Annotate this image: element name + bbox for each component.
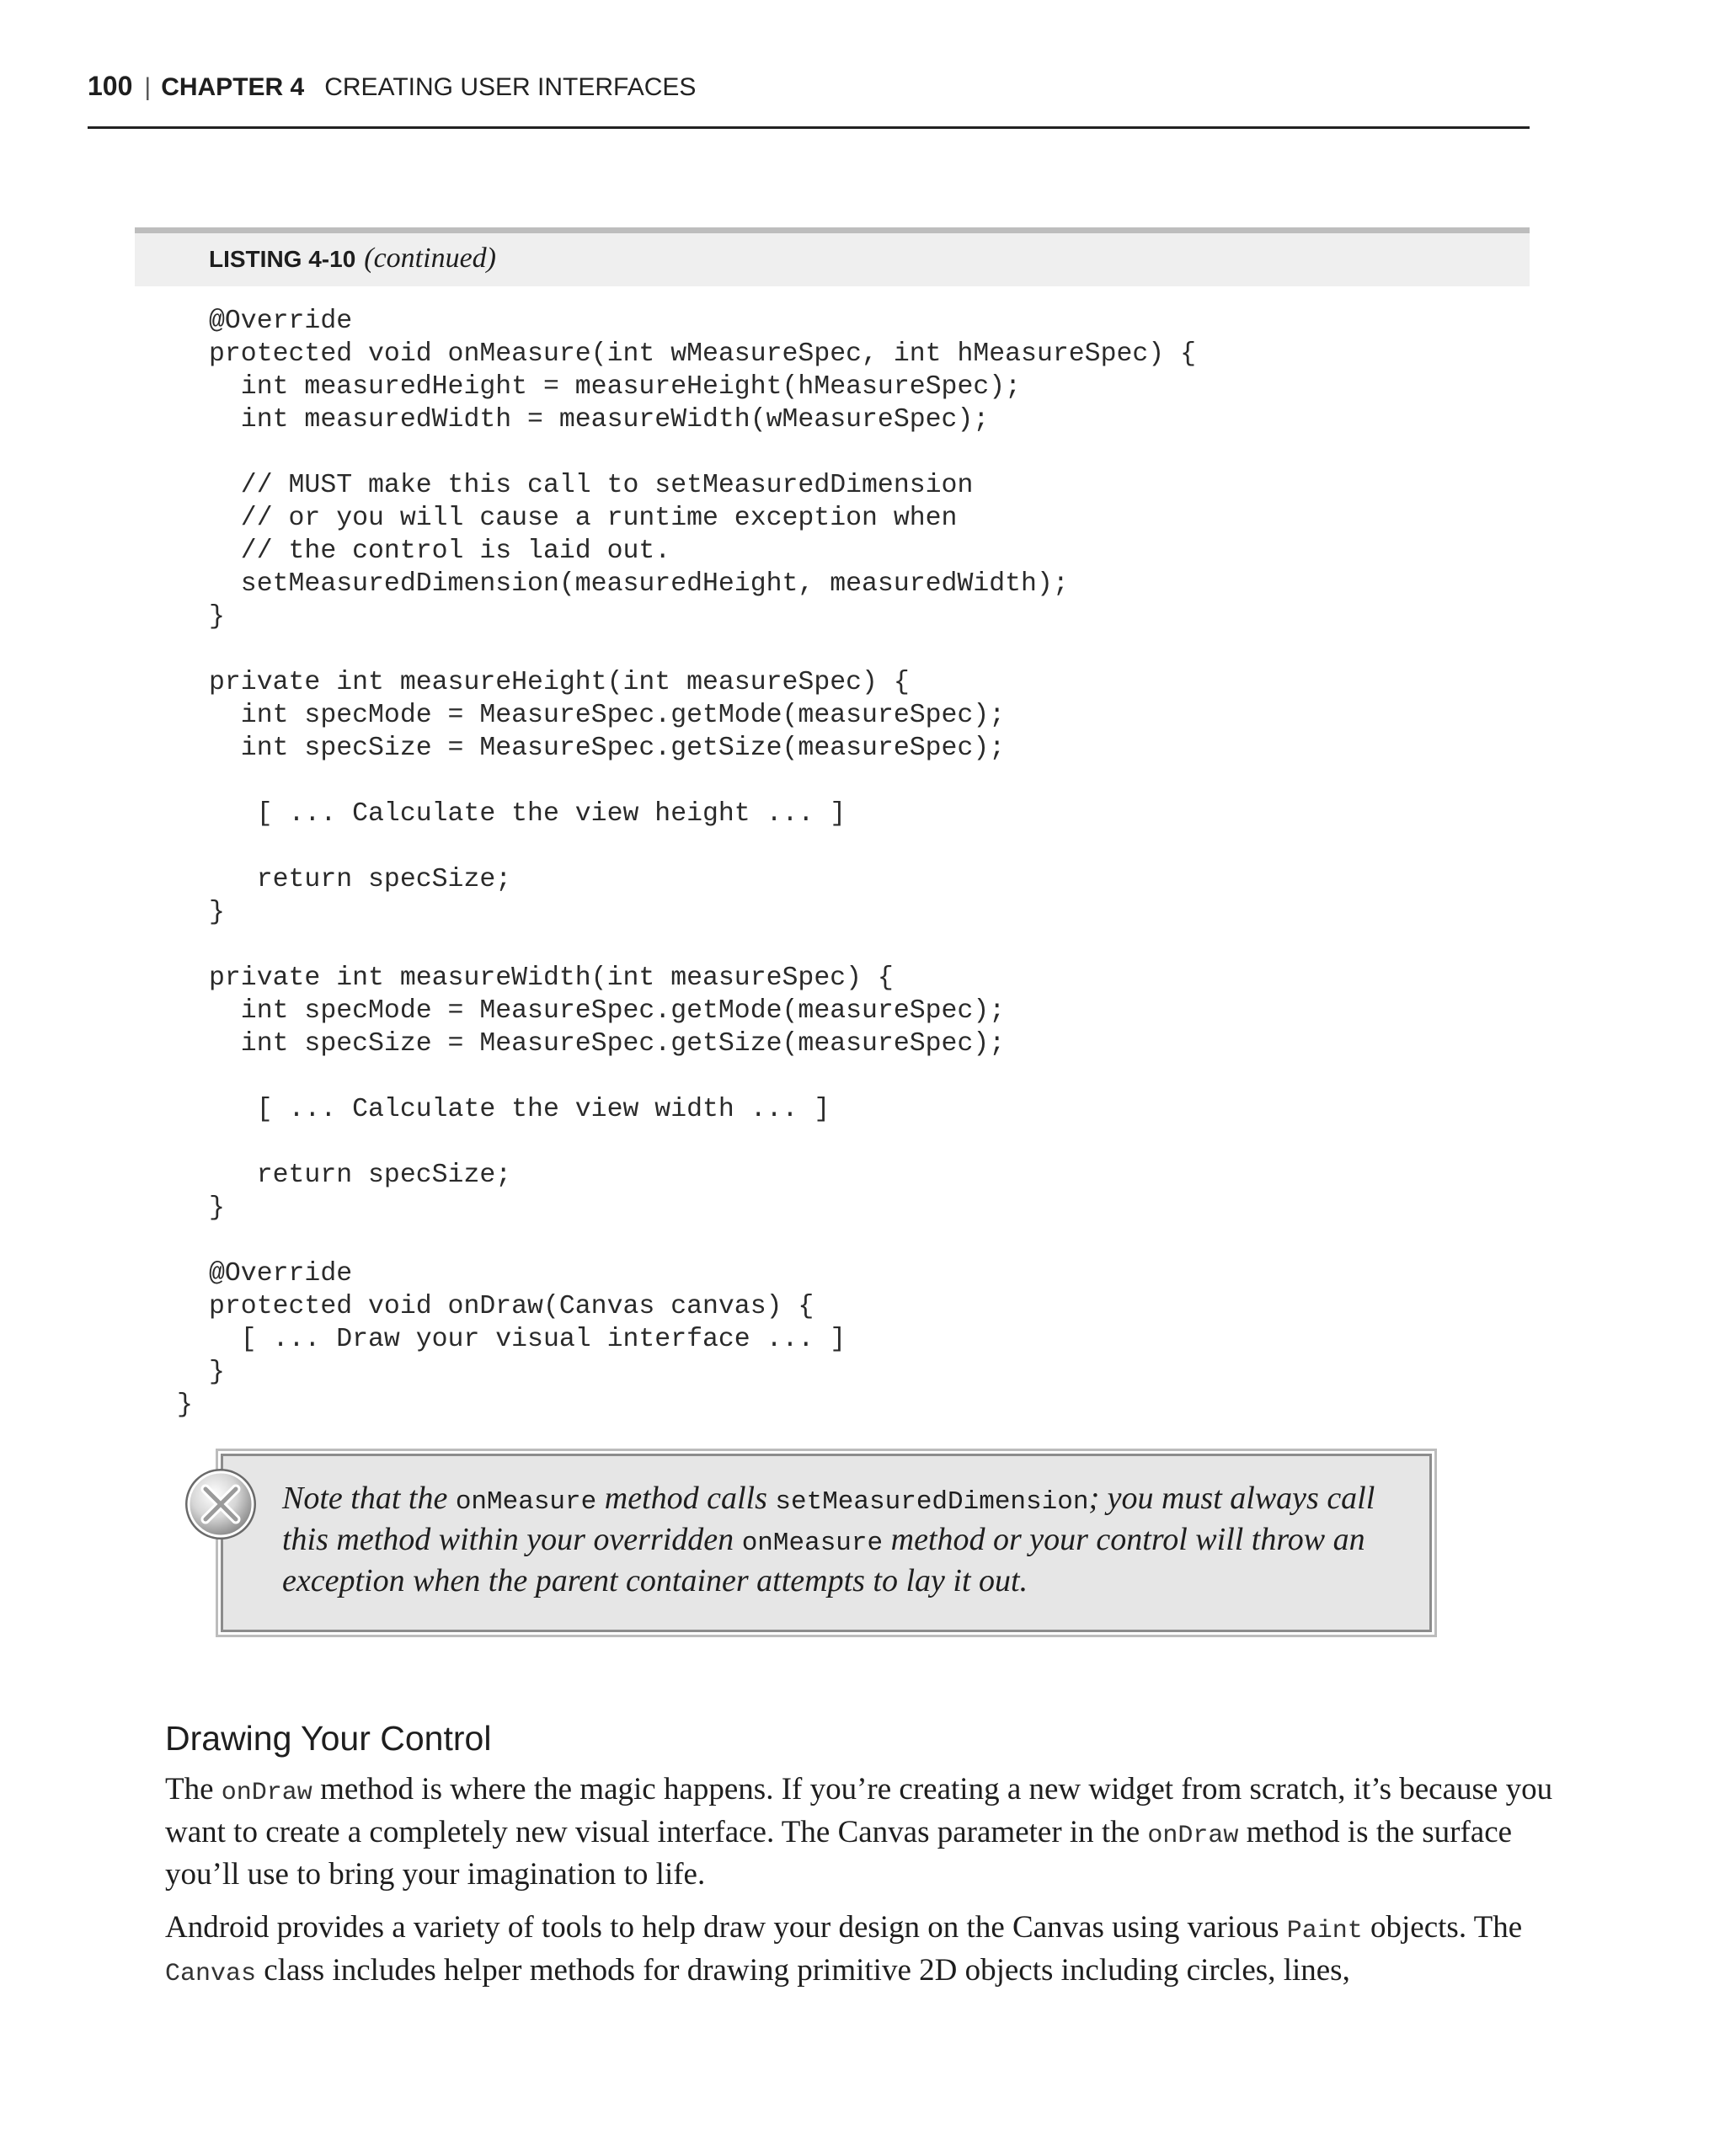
chapter-title: CREATING USER INTERFACES (324, 73, 697, 101)
paragraph-text: class includes helper methods for drawing primitive 2D objects including circles, lines, (256, 1952, 1350, 1988)
header-rule (88, 126, 1530, 129)
paragraph-text: method is the surface you’ll use to bring your imagination to life. (165, 1814, 1513, 1892)
inline-code: onDraw (1147, 1821, 1239, 1850)
listing-label: LISTING 4-10 (209, 246, 356, 272)
paragraph-text: The (165, 1772, 222, 1806)
body-paragraph (165, 1770, 1555, 1895)
warning-x-icon (182, 1465, 259, 1543)
header-separator: | (144, 73, 152, 101)
code-listing (177, 305, 1196, 1422)
inline-code: onDraw (221, 1779, 312, 1807)
note-text-part: Note that the (282, 1481, 456, 1516)
note-text-part: method or your control will throw an exception when the parent container attempts to lay it out. (282, 1522, 1365, 1598)
paragraph-text: objects. The (1362, 1910, 1523, 1945)
running-head (88, 67, 1530, 104)
listing-caption-bar (135, 227, 1530, 286)
code-closing-brace: } (177, 1390, 193, 1420)
note-text (282, 1480, 1419, 1600)
note-box (221, 1454, 1432, 1632)
section-heading: Drawing Your Control (165, 1719, 492, 1758)
inline-code: Paint (1286, 1917, 1363, 1945)
code-body: @Override protected void onMeasure(int wMeasureSpec, int hMeasureSpec) { int measuredHeight = measureHeight(hMeasureSpec); int measuredWidth = measureWidth(wMeasureSpec); // MUST make this call to setMeasuredDimension // or you will cause a runtime exception when // the control is laid out. setMeasuredDimension(measuredHeight, measuredWidth); } private int measureHeight(int measureSpec) { int specMode = MeasureSpec.getMode(measureSpec); int specSize = MeasureSpec.getSize(measureSpec); [ ... Calculate the view height ... ] return specSize; } private int measureWidth(int measureSpec) { int specMode = MeasureSpec.getMode(measureSpec); int specSize = MeasureSpec.getSize(measureSpec); [ ... Calculate the view width ... ] return specSize; } @Override protected void onDraw(Canvas canvas) { [ ... Draw your visual interface ... ] } (209, 307, 1196, 1387)
note-text-part: method calls (596, 1481, 776, 1516)
paragraph-text: method is where the magic happens. If you’re creating a new widget from scratch, it’s because you want to create a completely new visual interface. The Canvas parameter in the (165, 1772, 1553, 1849)
listing-caption (209, 238, 496, 280)
paragraph-text: Android provides a variety of tools to help draw your design on the Canvas using various (165, 1910, 1287, 1945)
note-code-onmeasure: onMeasure (741, 1529, 884, 1558)
body-paragraph (165, 1908, 1555, 1993)
note-text-part: ; you must always call this method within your overridden (282, 1481, 1375, 1557)
chapter-label: CHAPTER 4 (161, 73, 305, 101)
note-code-setmeasureddimension: setMeasuredDimension (775, 1487, 1089, 1517)
page-number: 100 (88, 71, 133, 101)
note-code-onmeasure: onMeasure (455, 1487, 597, 1517)
listing-continued: (continued) (364, 243, 496, 274)
inline-code: Canvas (165, 1959, 257, 1988)
